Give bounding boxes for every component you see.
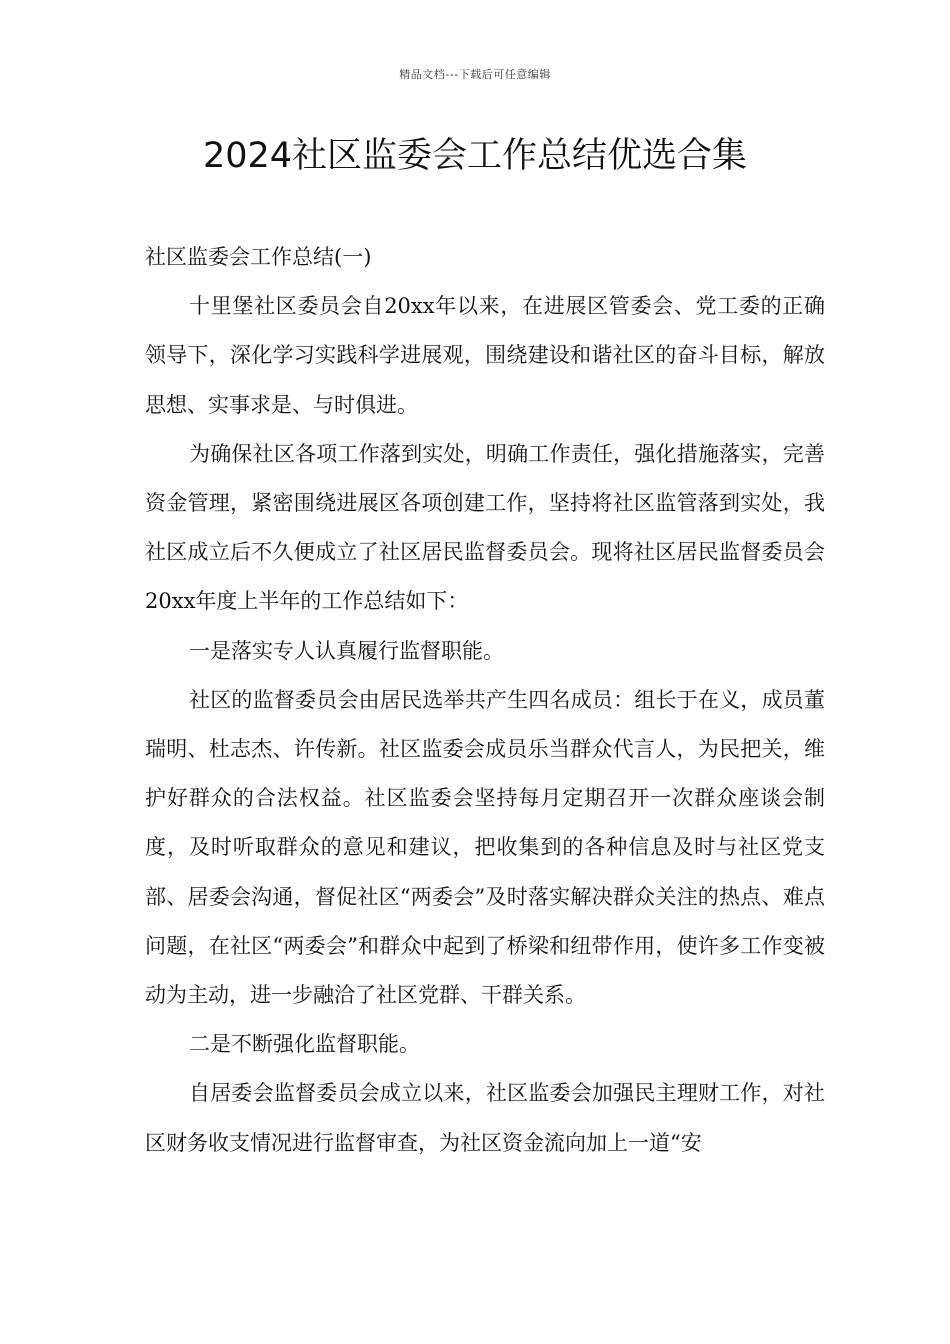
paragraph: 十里堡社区委员会自20xx年以来，在进展区管委会、党工委的正确领导下，深化学习实践科学进展观，围绕建设和谐社区的奋斗目标，解放思想、实事求是、与时俱进。	[145, 294, 825, 417]
paragraph: 自居委会监督委员会成立以来，社区监委会加强民主理财工作，对社区财务收支情况进行监督审查，为社区资金流向加上一道“安	[145, 1081, 825, 1155]
document-title: 2024社区监委会工作总结优选合集	[202, 136, 748, 176]
document-body	[145, 233, 825, 1168]
subheading: 一是落实专人认真履行监督职能。	[189, 638, 504, 663]
paragraph: 社区的监督委员会由居民选举共产生四名成员：组长于在义，成员董瑞明、杜志杰、许传新。社区监委会成员乐当群众代言人，为民把关，维护好群众的合法权益。社区监委会坚持每月定期召开一次群众座谈会制度，及时听取群众的意见和建议，把收集到的各种信息及时与社区党支部、居委会沟通，督促社区“两委会”及时落实解决群众关注的热点、难点问题，在社区“两委会”和群众中起到了桥梁和纽带作用，使许多工作变被动为主动，进一步融洽了社区党群、干群关系。	[145, 687, 825, 1008]
subheading: 二是不断强化监督职能。	[189, 1032, 420, 1057]
paragraph: 为确保社区各项工作落到实处，明确工作责任，强化措施落实，完善资金管理，紧密围绕进展区各项创建工作，坚持将社区监管落到实处，我社区成立后不久便成立了社区居民监督委员会。现将社区居民监督委员会20xx年度上半年的工作总结如下：	[145, 441, 825, 614]
section-heading: 社区监委会工作总结(一)	[145, 245, 372, 269]
page-header-note: 精品文档---下载后可任意编辑	[399, 68, 551, 81]
